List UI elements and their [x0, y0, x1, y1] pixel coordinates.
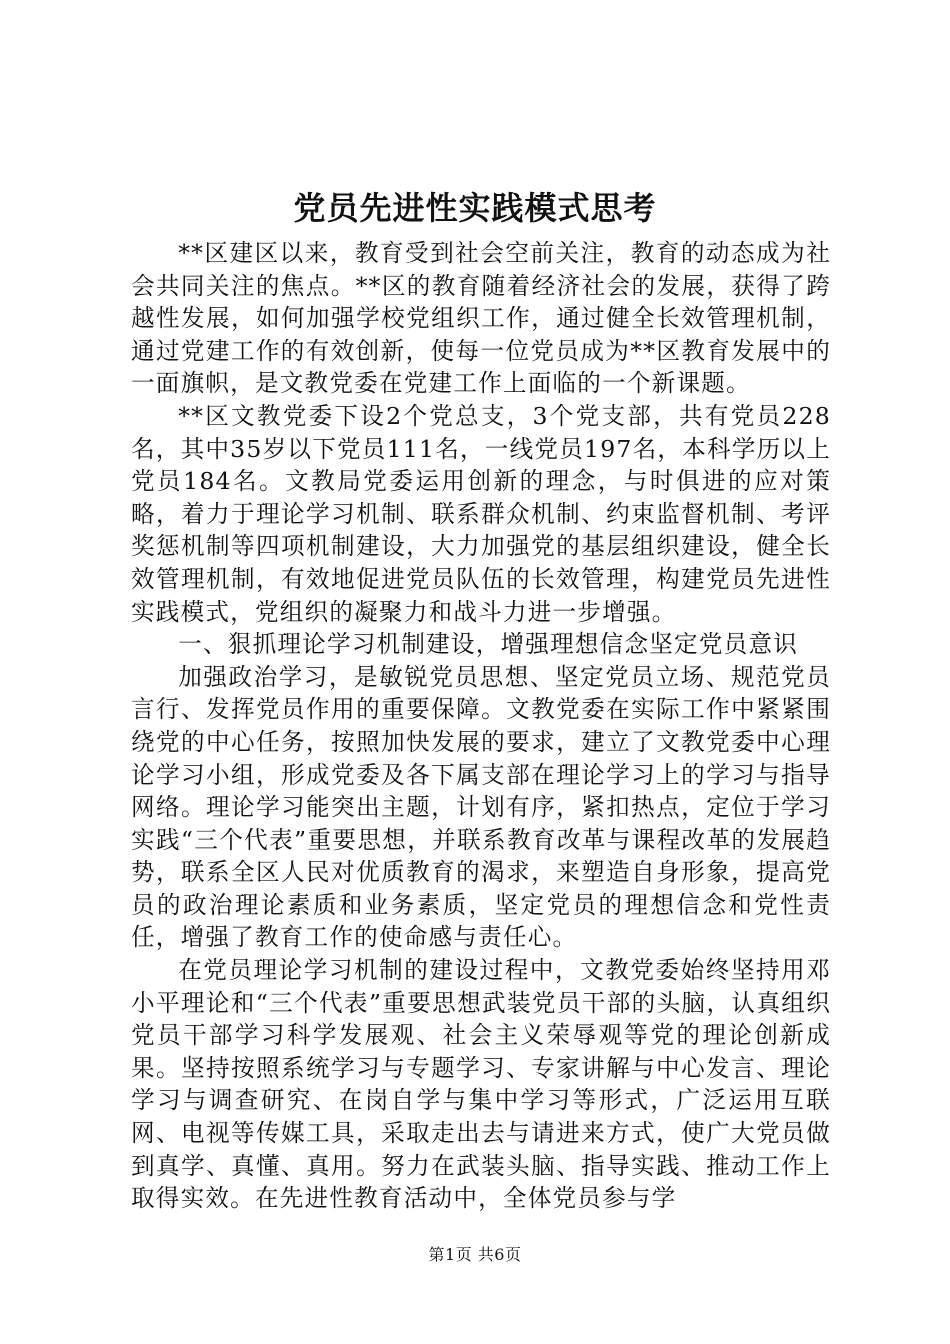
paragraph-theory-mechanism: 在党员理论学习机制的建设过程中，文教党委始终坚持用邓小平理论和“三个代表”重要思想武装党员干部的头脑，认真组织党员干部学习科学发展观、社会主义荣辱观等党的理论创新成果。坚持按照系统学习与专题学习、专家讲解与中心发言、理论学习与调查研究、在岗自学与集中学习等形式，广泛运用互联网、电视等传媒工具，采取走出去与请进来方式，使广大党员做到真学、真懂、真用。努力在武装头脑、指导实践、推动工作上取得实效。在先进性教育活动中，全体党员参与学	[131, 956, 831, 1213]
page-footer: 第1页 共6页	[428, 1245, 522, 1264]
paragraph-overview: **区文教党委下设2个党总支，3个党支部，共有党员228名，其中35岁以下党员111名，一线党员197名，本科学历以上党员184名。文教局党委运用创新的理念，与时俱进的应对策略，着力于理论学习机制、联系群众机制、约束监督机制、考评奖惩机制等四项机制建设，大力加强党的基层组织建设，健全长效管理机制，有效地促进党员队伍的长效管理，构建党员先进性实践模式，党组织的凝聚力和战斗力进一步增强。	[131, 401, 831, 626]
document-title: 党员先进性实践模式思考	[293, 189, 657, 227]
section-heading: 一、狠抓理论学习机制建设，增强理想信念坚定党员意识	[178, 630, 799, 659]
paragraph-political-study: 加强政治学习，是敏锐党员思想、坚定党员立场、规范党员言行、发挥党员作用的重要保障。文教党委在实际工作中紧紧围绕党的中心任务，按照加快发展的要求，建立了文教党委中心理论学习小组，形成党委及各下属支部在理论学习上的学习与指导网络。理论学习能突出主题，计划有序，紧扣热点，定位于学习实践“三个代表”重要思想，并联系教育改革与课程改革的发展趋势，联系全区人民对优质教育的渴求，来塑造自身形象，提高党员的政治理论素质和业务素质，坚定党员的理想信念和党性责任，增强了教育工作的使命感与责任心。	[131, 662, 831, 952]
document-body	[131, 237, 831, 1215]
paragraph-intro: **区建区以来，教育受到社会空前关注，教育的动态成为社会共同关注的焦点。**区的教育随着经济社会的发展，获得了跨越性发展，如何加强学校党组织工作，通过健全长效管理机制，通过党建工作的有效创新，使每一位党员成为**区教育发展中的一面旗帜，是文教党委在党建工作上面临的一个新课题。	[131, 239, 831, 398]
